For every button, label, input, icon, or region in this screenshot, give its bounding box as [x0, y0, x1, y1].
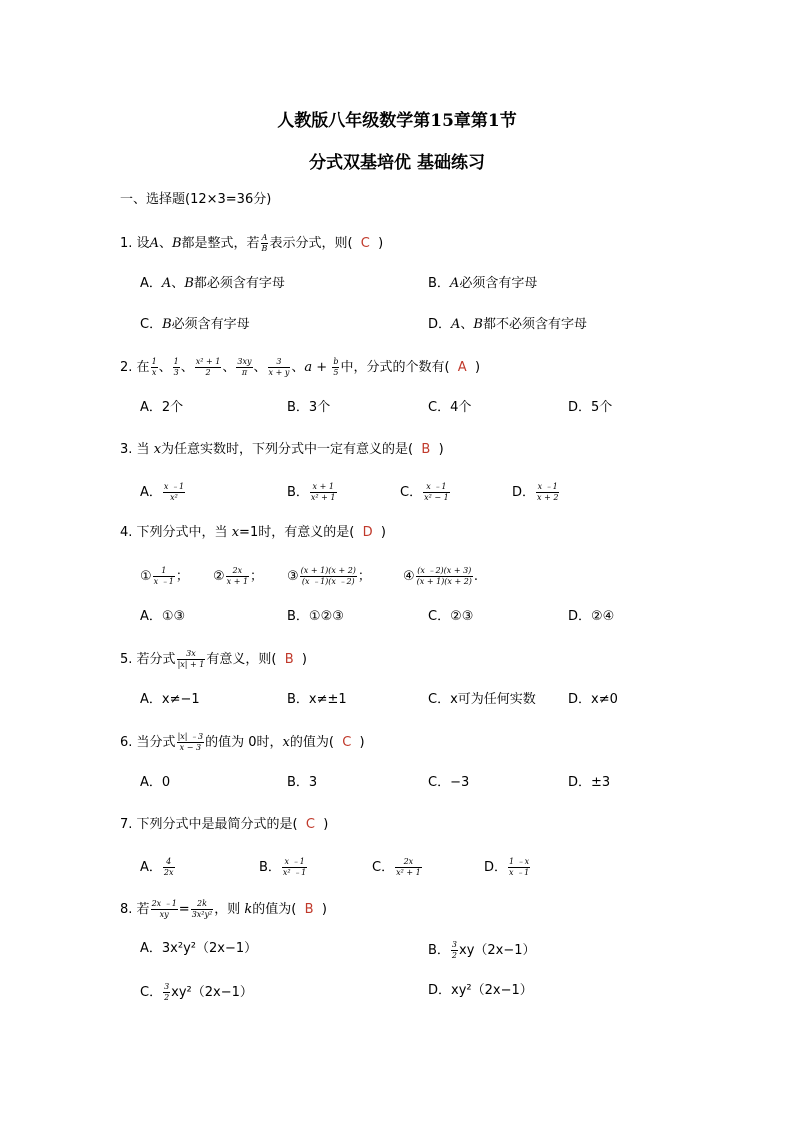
option-d: D．5个 [568, 400, 613, 415]
question-5: 5. 若分式 $\frac{3x}{|x| + 1}$ 有意义，则( B ) [120, 649, 307, 669]
option-c: C．②③ [428, 609, 474, 624]
option-b: B． $\frac{3}{2}$ xy（2x−1） [428, 940, 536, 960]
option-b: B． $\frac{x + 1}{\text{x² + 1}}$ [287, 482, 336, 502]
answer: C [342, 735, 352, 750]
page-title: 人教版八年级数学第15章第1节 [277, 111, 517, 131]
section-heading: 一、选择题(12×3=36分) [120, 192, 272, 207]
option-c: C． $\frac{2x}{\text{x² + 1}}$ [372, 857, 421, 877]
option-c: C．4个 [428, 400, 472, 415]
option-b: B．3个 [287, 400, 331, 415]
option-d: D．x≠0 [568, 692, 618, 707]
option-d: D． $\frac{1 ﹣x}{x ﹣1}$ [484, 857, 530, 877]
option-c: C．x可为任何实数 [428, 692, 536, 707]
option-c: C． $\frac{x ﹣1}{\text{x² − 1}}$ [400, 482, 449, 502]
option-c: C．B必须含有字母 [140, 317, 250, 332]
option-d: D．A、B都不必须含有字母 [428, 317, 587, 332]
question-6: 6. 当分式 $\frac{|x| ﹣3}{x - 3}$ 的值为 0时，x的值为( C ) [120, 732, 365, 752]
option-a: A． $\frac{4}{2x}$ [140, 857, 174, 877]
option-b: B．A必须含有字母 [428, 276, 538, 291]
option-a: A．①③ [140, 609, 186, 624]
option-a: A． $\frac{x ﹣1}{\text{x²}}$ [140, 482, 185, 502]
option-a: A．2个 [140, 400, 184, 415]
item-1: ① $\frac{1}{x ﹣1}$ ； [140, 566, 189, 586]
question-7: 7. 下列分式中是最简分式的是( C ) [120, 817, 329, 832]
question-2: 2. 在 $\frac{1}{x}$ 、 $\frac{1}{3}$ 、 $\frac{\text{x² + 1}}{2}$ 、 $\frac{3xy}{\pi}$ 、 $\frac{3}{x + y}$ 、a + $\frac{b}{5}$ 中，分式的个数有( A ) [120, 357, 481, 377]
answer: B [304, 902, 314, 917]
answer: D [362, 525, 373, 540]
answer: A [457, 360, 467, 375]
option-b: B．x≠±1 [287, 692, 347, 707]
option-d: D． $\frac{x ﹣1}{x + 2}$ [512, 482, 559, 502]
answer: B [284, 652, 294, 667]
option-d: D．②④ [568, 609, 615, 624]
fraction: $\frac{A}{B}$ [261, 233, 268, 253]
option-c: C． $\frac{3}{2}$ xy²（2x−1） [140, 982, 253, 1002]
question-8: 8. 若 $\frac{2x ﹣1}{xy}$ = $\frac{2k}{\text{3x²y²}}$ ，则 k的值为( B ) [120, 899, 327, 919]
option-b: B．3 [287, 775, 318, 790]
item-4: ④ $\frac{(x ﹣2)(x + 3)}{(x + 1)(x + 2)}$ . [403, 566, 479, 586]
option-b: B．①②③ [287, 609, 344, 624]
option-d: D．xy²（2x−1） [428, 983, 533, 998]
answer: C [305, 817, 315, 832]
option-d: D．±3 [568, 775, 611, 790]
option-a: A．3x²y²（2x−1） [140, 941, 258, 956]
option-a: A．A、B都必须含有字母 [140, 276, 285, 291]
item-3: ③ $\frac{(x + 1)(x + 2)}{(x ﹣1)(x ﹣2)}$ ； [287, 566, 371, 586]
page-subtitle: 分式双基培优 基础练习 [309, 153, 485, 173]
answer: C [360, 236, 370, 251]
option-a: A．x≠−1 [140, 692, 200, 707]
question-4: 4. 下列分式中，当 x=1时，有意义的是( D ) [120, 525, 386, 540]
option-c: C．−3 [428, 775, 470, 790]
option-a: A．0 [140, 775, 171, 790]
question-3: 3. 当 x为任意实数时，下列分式中一定有意义的是( B ) [120, 442, 444, 457]
answer: B [421, 442, 431, 457]
option-b: B． $\frac{x ﹣1}{\text{x² ﹣1}}$ [259, 857, 307, 877]
question-1: 1. 设A、B都是整式，若 $\frac{A}{B}$ 表示分式，则( C ) [120, 233, 384, 253]
item-2: ② $\frac{2x}{x + 1}$ ； [213, 566, 264, 586]
